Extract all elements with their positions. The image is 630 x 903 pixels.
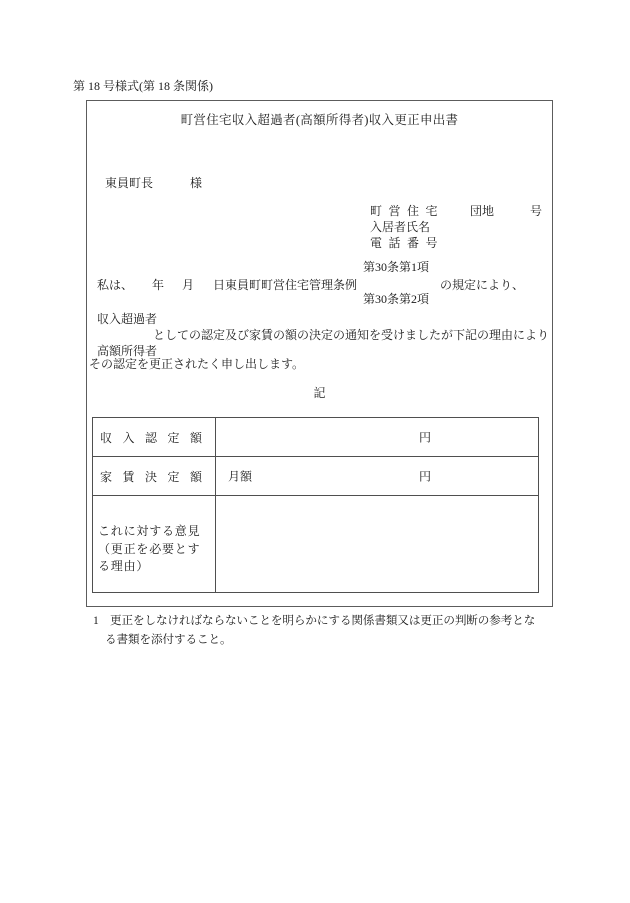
addressee-honorific: 様 (190, 176, 203, 190)
opinion-label-cell (93, 496, 216, 592)
income-label-cell (93, 418, 216, 456)
rent-value-cell (216, 457, 538, 495)
note-number: 1 (93, 614, 99, 627)
form-number: 第 18 号様式(第 18 条関係) (73, 79, 213, 93)
phone-label: 電話番号 (370, 236, 445, 250)
ordinance-name: 日東員町町営住宅管理条例 (213, 278, 358, 292)
resident-name-label: 入居者氏名 (370, 220, 431, 234)
sentence-intro: 私は、 (97, 278, 134, 292)
opinion-label-line1: これに対する意見 (98, 524, 201, 538)
income-value-cell (216, 418, 538, 456)
clause-upper: 第30条第1項 (363, 260, 430, 274)
rent-label: 家賃決定額 (100, 469, 213, 484)
complex-label: 団地 (470, 204, 495, 218)
decision-table (92, 417, 539, 593)
opinion-value-cell (216, 496, 538, 592)
rent-monthly-prefix: 月額 (228, 469, 253, 484)
table-row-rent (93, 457, 538, 496)
form-title: 町営住宅収入超過者(高額所得者)収入更正申出書 (180, 113, 459, 127)
addressee-name: 東員町長 (105, 176, 154, 190)
opinion-label-line3: る理由） (98, 559, 150, 573)
month-label: 月 (182, 278, 195, 292)
opinion-label-line2: （更正を必要とす (98, 541, 201, 556)
record-marker: 記 (313, 386, 326, 400)
status-upper: 収入超過者 (97, 312, 158, 326)
income-unit-yen: 円 (419, 430, 432, 445)
income-label: 収入認定額 (100, 430, 213, 445)
housing-label: 町営住宅 (370, 204, 445, 218)
note-line1: 更正をしなければならないことを明らかにする関係書類又は更正の判断の参考とな (110, 614, 536, 627)
year-label: 年 (152, 278, 165, 292)
table-row-opinion (93, 496, 538, 592)
rent-unit-yen: 円 (419, 469, 432, 484)
status-lower: 高額所得者 (97, 344, 158, 358)
rent-label-cell (93, 457, 216, 495)
table-row-income (93, 418, 538, 457)
unit-label: 号 (530, 204, 543, 218)
notice-line: としての認定及び家賃の額の決定の通知を受けましたが下記の理由により (153, 328, 550, 342)
clause-lower: 第30条第2項 (363, 292, 430, 306)
by-provision: の規定により、 (440, 278, 525, 292)
closing-line: その認定を更正されたく申し出します。 (89, 357, 305, 371)
note-line2: る書類を添付すること。 (105, 633, 232, 646)
